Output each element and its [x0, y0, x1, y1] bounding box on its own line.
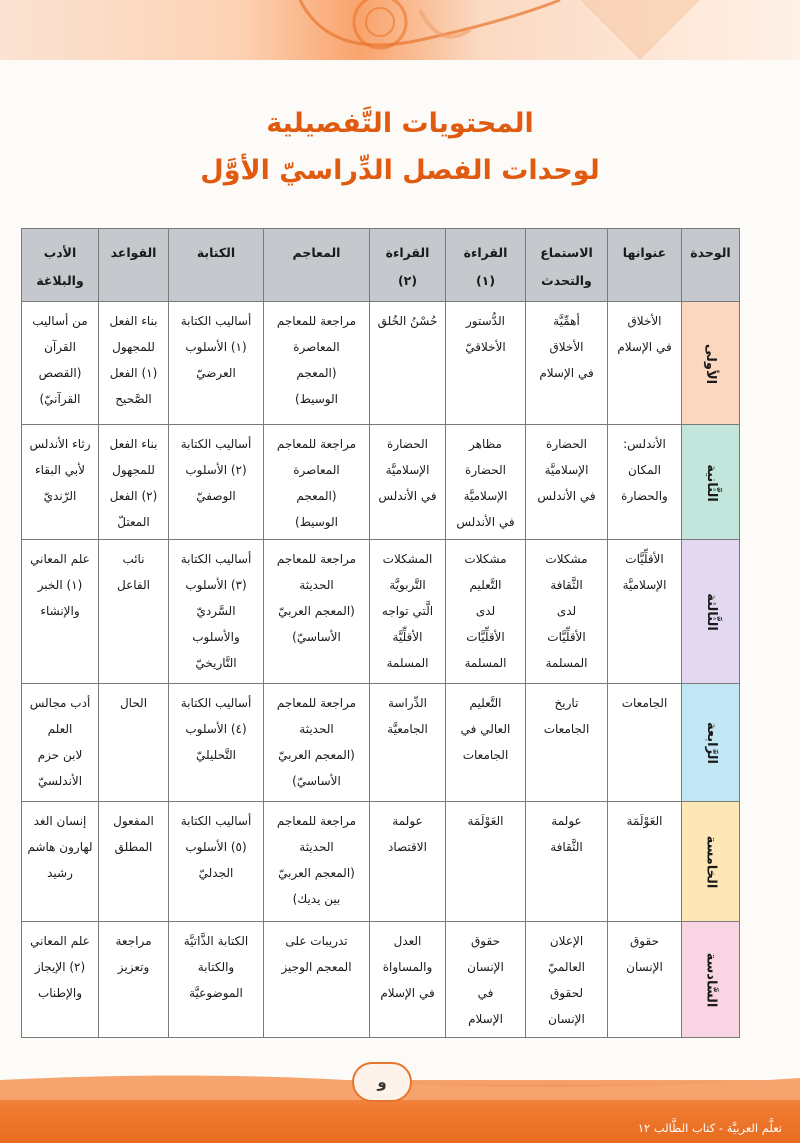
table-cell: الأخلاق في الإسلام [608, 302, 682, 425]
table-cell: مشكلات التَّعليم لدى الأقلِّيَّات المسلمة [446, 540, 526, 684]
table-cell: حُسْنُ الخُلق [370, 302, 446, 425]
table-cell: علم المعاني (٢) الإيجاز والإطناب [22, 922, 99, 1038]
table-cell: العدل والمساواة في الإسلام [370, 922, 446, 1038]
table-row [22, 425, 740, 540]
table-cell: مراجعة للمعاجم الحديثة (المعجم العربيّ الأساسيّ) [264, 684, 370, 802]
table-cell: الدِّراسة الجامعيَّة [370, 684, 446, 802]
page-number: و [352, 1062, 412, 1102]
contents-table-container [22, 228, 740, 1037]
table-cell: مشكلات الثَّقافة لدى الأقلِّيَّات المسلمة [526, 540, 608, 684]
table-cell: الحضارة الإسلاميَّة في الأندلس [526, 425, 608, 540]
table-cell: بناء الفعل للمجهول (٢) الفعل المعتلّ [99, 425, 169, 540]
unit-label: الثَّالثة [703, 593, 719, 631]
table-header-row [22, 229, 740, 302]
table-cell: أساليب الكتابة (١) الأسلوب العرضيّ [169, 302, 264, 425]
table-cell: رثاء الأندلس لأبي البقاء الرّنديّ [22, 425, 99, 540]
table-cell: تاريخ الجامعات [526, 684, 608, 802]
table-cell: الكتابة الذَّاتيَّة والكتابة الموضوعيَّة [169, 922, 264, 1038]
header-listening-speaking: الاستماع والتحدث [526, 229, 608, 302]
table-row [22, 922, 740, 1038]
table-cell: المفعول المطلق [99, 802, 169, 922]
header-title: عنوانها [608, 229, 682, 302]
table-cell: مراجعة للمعاجم المعاصرة (المعجم الوسيط) [264, 302, 370, 425]
table-cell: حقوق الإنسان [608, 922, 682, 1038]
unit-label: الثَّانية [703, 463, 719, 502]
contents-table [21, 228, 740, 1038]
table-cell: أساليب الكتابة (٢) الأسلوب الوصفيّ [169, 425, 264, 540]
table-cell: العَوْلَمَة [446, 802, 526, 922]
table-cell: مظاهر الحضارة الإسلاميَّة في الأندلس [446, 425, 526, 540]
book-title-footer: تعلَّم العربيَّة - كتاب الطَّالب ١٢ [637, 1121, 782, 1135]
table-row [22, 302, 740, 425]
table-cell: أدب مجالس العلم لابن حزم الأندلسيّ [22, 684, 99, 802]
table-cell: أساليب الكتابة (٥) الأسلوب الجدليّ [169, 802, 264, 922]
table-cell: أساليب الكتابة (٤) الأسلوب التَّحليليّ [169, 684, 264, 802]
table-cell: أساليب الكتابة (٣) الأسلوب السَّرديّ والأسلوب التَّاريخيّ [169, 540, 264, 684]
table-cell: مراجعة للمعاجم الحديثة (المعجم العربيّ بين يديك) [264, 802, 370, 922]
table-cell: من أساليب القرآن (القصص القرآنيّ) [22, 302, 99, 425]
table-cell: الأقلِّيَّات الإسلاميَّة [608, 540, 682, 684]
table-cell: الحضارة الإسلاميَّة في الأندلس [370, 425, 446, 540]
unit-cell [682, 302, 740, 425]
table-row [22, 684, 740, 802]
unit-label: الأولى [703, 343, 719, 384]
unit-label: السَّادسة [703, 952, 719, 1008]
table-cell: التَّعليم العالي في الجامعات [446, 684, 526, 802]
table-cell: حقوق الإنسان في الإسلام [446, 922, 526, 1038]
table-row [22, 802, 740, 922]
table-cell: علم المعاني (١) الخبر والإنشاء [22, 540, 99, 684]
table-cell: أهمِّيَّة الأخلاق في الإسلام [526, 302, 608, 425]
header-dictionaries: المعاجم [264, 229, 370, 302]
unit-cell [682, 684, 740, 802]
header-writing: الكتابة [169, 229, 264, 302]
table-cell: عولمة الثَّقافة [526, 802, 608, 922]
page-title: المحتويات التَّفصيلية [266, 108, 534, 139]
table-cell: المشكلات التَّربويَّة الَّتي تواجه الأقلِّيَّة المسلمة [370, 540, 446, 684]
header-grammar: القواعد [99, 229, 169, 302]
table-cell: تدريبات على المعجم الوجيز [264, 922, 370, 1038]
table-cell: مراجعة للمعاجم المعاصرة (المعجم الوسيط) [264, 425, 370, 540]
unit-cell [682, 425, 740, 540]
table-cell: مراجعة وتعزيز [99, 922, 169, 1038]
table-cell: عولمة الاقتصاد [370, 802, 446, 922]
header-literature-rhetoric: الأدب والبلاغة [22, 229, 99, 302]
table-cell: العَوْلَمَة [608, 802, 682, 922]
table-cell: الإعلان العالميّ لحقوق الإنسان [526, 922, 608, 1038]
unit-label: الخامسة [703, 835, 719, 889]
table-cell: الجامعات [608, 684, 682, 802]
table-cell: الدُّستور الأخلاقيّ [446, 302, 526, 425]
unit-label: الرَّابعة [703, 722, 719, 764]
unit-cell [682, 922, 740, 1038]
table-cell: الحال [99, 684, 169, 802]
table-cell: مراجعة للمعاجم الحديثة (المعجم العربيّ الأساسيّ) [264, 540, 370, 684]
unit-cell [682, 802, 740, 922]
top-band-edge [0, 60, 800, 78]
table-row [22, 540, 740, 684]
table-cell: نائب الفاعل [99, 540, 169, 684]
table-cell: بناء الفعل للمجهول (١) الفعل الصَّحيح [99, 302, 169, 425]
table-cell: إنسان الغد لهارون هاشم رشيد [22, 802, 99, 922]
page-subtitle: لوحدات الفصل الدِّراسيّ الأوَّل [200, 155, 600, 186]
header-unit: الوحدة [682, 229, 740, 302]
table-cell: الأندلس: المكان والحضارة [608, 425, 682, 540]
header-reading-2: القراءة (٢) [370, 229, 446, 302]
header-reading-1: القراءة (١) [446, 229, 526, 302]
unit-cell [682, 540, 740, 684]
